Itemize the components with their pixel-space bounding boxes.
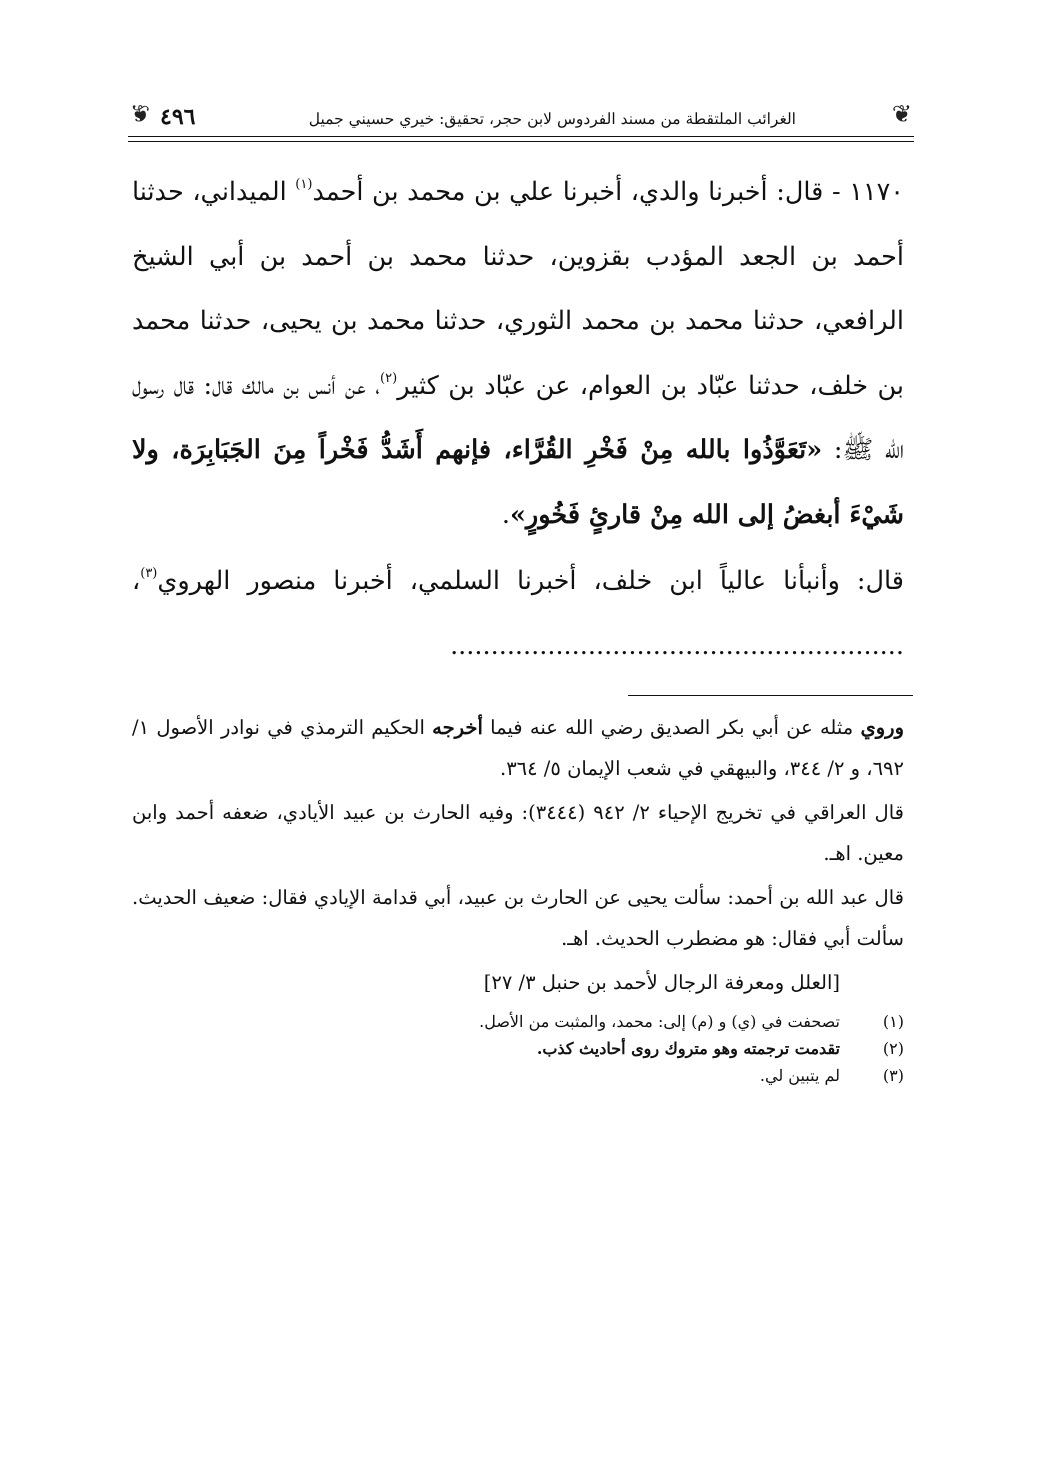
commentary-bold: أخرجه — [432, 716, 483, 739]
page-number: ٤٩٦ — [160, 104, 196, 130]
isnad-start: ١١٧٠ - قال: أخبرنا والدي، أخبرنا علي بن محمد بن أحمد — [312, 177, 904, 207]
commentary-3: قال عبد الله بن أحمد: سألت يحيى عن الحارث بن عبيد، أبي قدامة الإيادي فقال: ضعيف الحديث. سألت أبي فقال: هو مضطرب الحديث. اهـ. — [132, 886, 904, 950]
commentary-lead: وروي — [860, 716, 904, 739]
header-title: الغرائب الملتقطة من مسند الفردوس لابن حجر، تحقيق: خيري حسيني جميل — [308, 110, 796, 128]
footnote-2 — [132, 1039, 904, 1058]
header-double-rule — [128, 136, 914, 142]
footnote-ref-1[interactable]: (١) — [295, 177, 313, 192]
isnad-middle: الميداني، حدثنا أحمد بن الجعد المؤدب بقزوين، حدثنا محمد بن أحمد بن أبي الشيخ الرافعي، حدثنا محمد بن محمد الثوري، حدثنا محمد بن يحيى، حدثنا محمد بن خلف، حدثنا عبّاد بن العوام، عن عبّاد بن كثير — [132, 177, 905, 401]
period: . — [501, 499, 510, 530]
footnote-text: لم يتبين لي. — [759, 1065, 840, 1085]
footnote-ref-3[interactable]: (٣) — [140, 566, 158, 581]
commentary-2: قال العراقي في تخريج الإحياء ٢/ ٩٤٢ (٣٤٤٤): وفيه الحارث بن عبيد الأيادي، ضعفه أحمد وابن معين. اهـ. — [132, 801, 904, 865]
commentary-text: الحكيم الترمذي في نوادر الأصول ١/ ٦٩٢، و ٢/ ٣٤٤، والبيهقي في شعب الإيمان ٥/ ٣٦٤. — [132, 716, 904, 780]
footnotes — [132, 708, 904, 1085]
running-header — [128, 98, 914, 144]
ornament-left-icon: ❦ — [130, 100, 151, 128]
ellipsis-dots: ، ........................................................ — [132, 566, 904, 661]
isnad-end: ، عن أنس بن مالك قال: قال رسول الله ﷺ: — [132, 370, 904, 465]
footnote-divider — [628, 695, 913, 696]
chain-text: قال: وأنبأنا عالياً ابن خلف، أخبرنا السلمي، أخبرنا منصور الهروي — [157, 566, 904, 596]
hadith-paragraph — [132, 160, 904, 547]
main-text — [132, 160, 904, 678]
ornament-right-icon: ❦ — [891, 100, 912, 128]
footnote-number: (٢) — [882, 1038, 904, 1058]
commentary-text: مثله عن أبي بكر الصديق رضي الله عنه فيما — [482, 716, 861, 739]
footnote-3 — [132, 1066, 904, 1085]
commentary-source: [العلل ومعرفة الرجال لأحمد بن حنبل ٣/ ٢٧] — [483, 971, 840, 994]
footnote-1 — [132, 1012, 904, 1031]
footnote-text: تصحفت في (ي) و (م) إلى: محمد، والمثبت من الأصل. — [479, 1011, 840, 1031]
commentary-1 — [132, 708, 904, 789]
footnote-text: تقدمت ترجمته وهو متروك روى أحاديث كذب. — [536, 1038, 840, 1058]
footnote-number: (١) — [882, 1011, 904, 1031]
footnote-ref-2[interactable]: (٢) — [380, 370, 398, 386]
footnote-number: (٣) — [882, 1065, 904, 1085]
hadith-matn: «تَعَوَّذُوا بالله مِنْ فَخْرِ القُرَّاء، فإنهم أَشَدُّ فَخْراً مِنَ الجَبَابِرَة، ولا شَيْءَ أبغضُ إلى الله مِنْ قارئٍ فَخُورٍ» — [132, 435, 904, 530]
chain-paragraph — [132, 549, 904, 678]
